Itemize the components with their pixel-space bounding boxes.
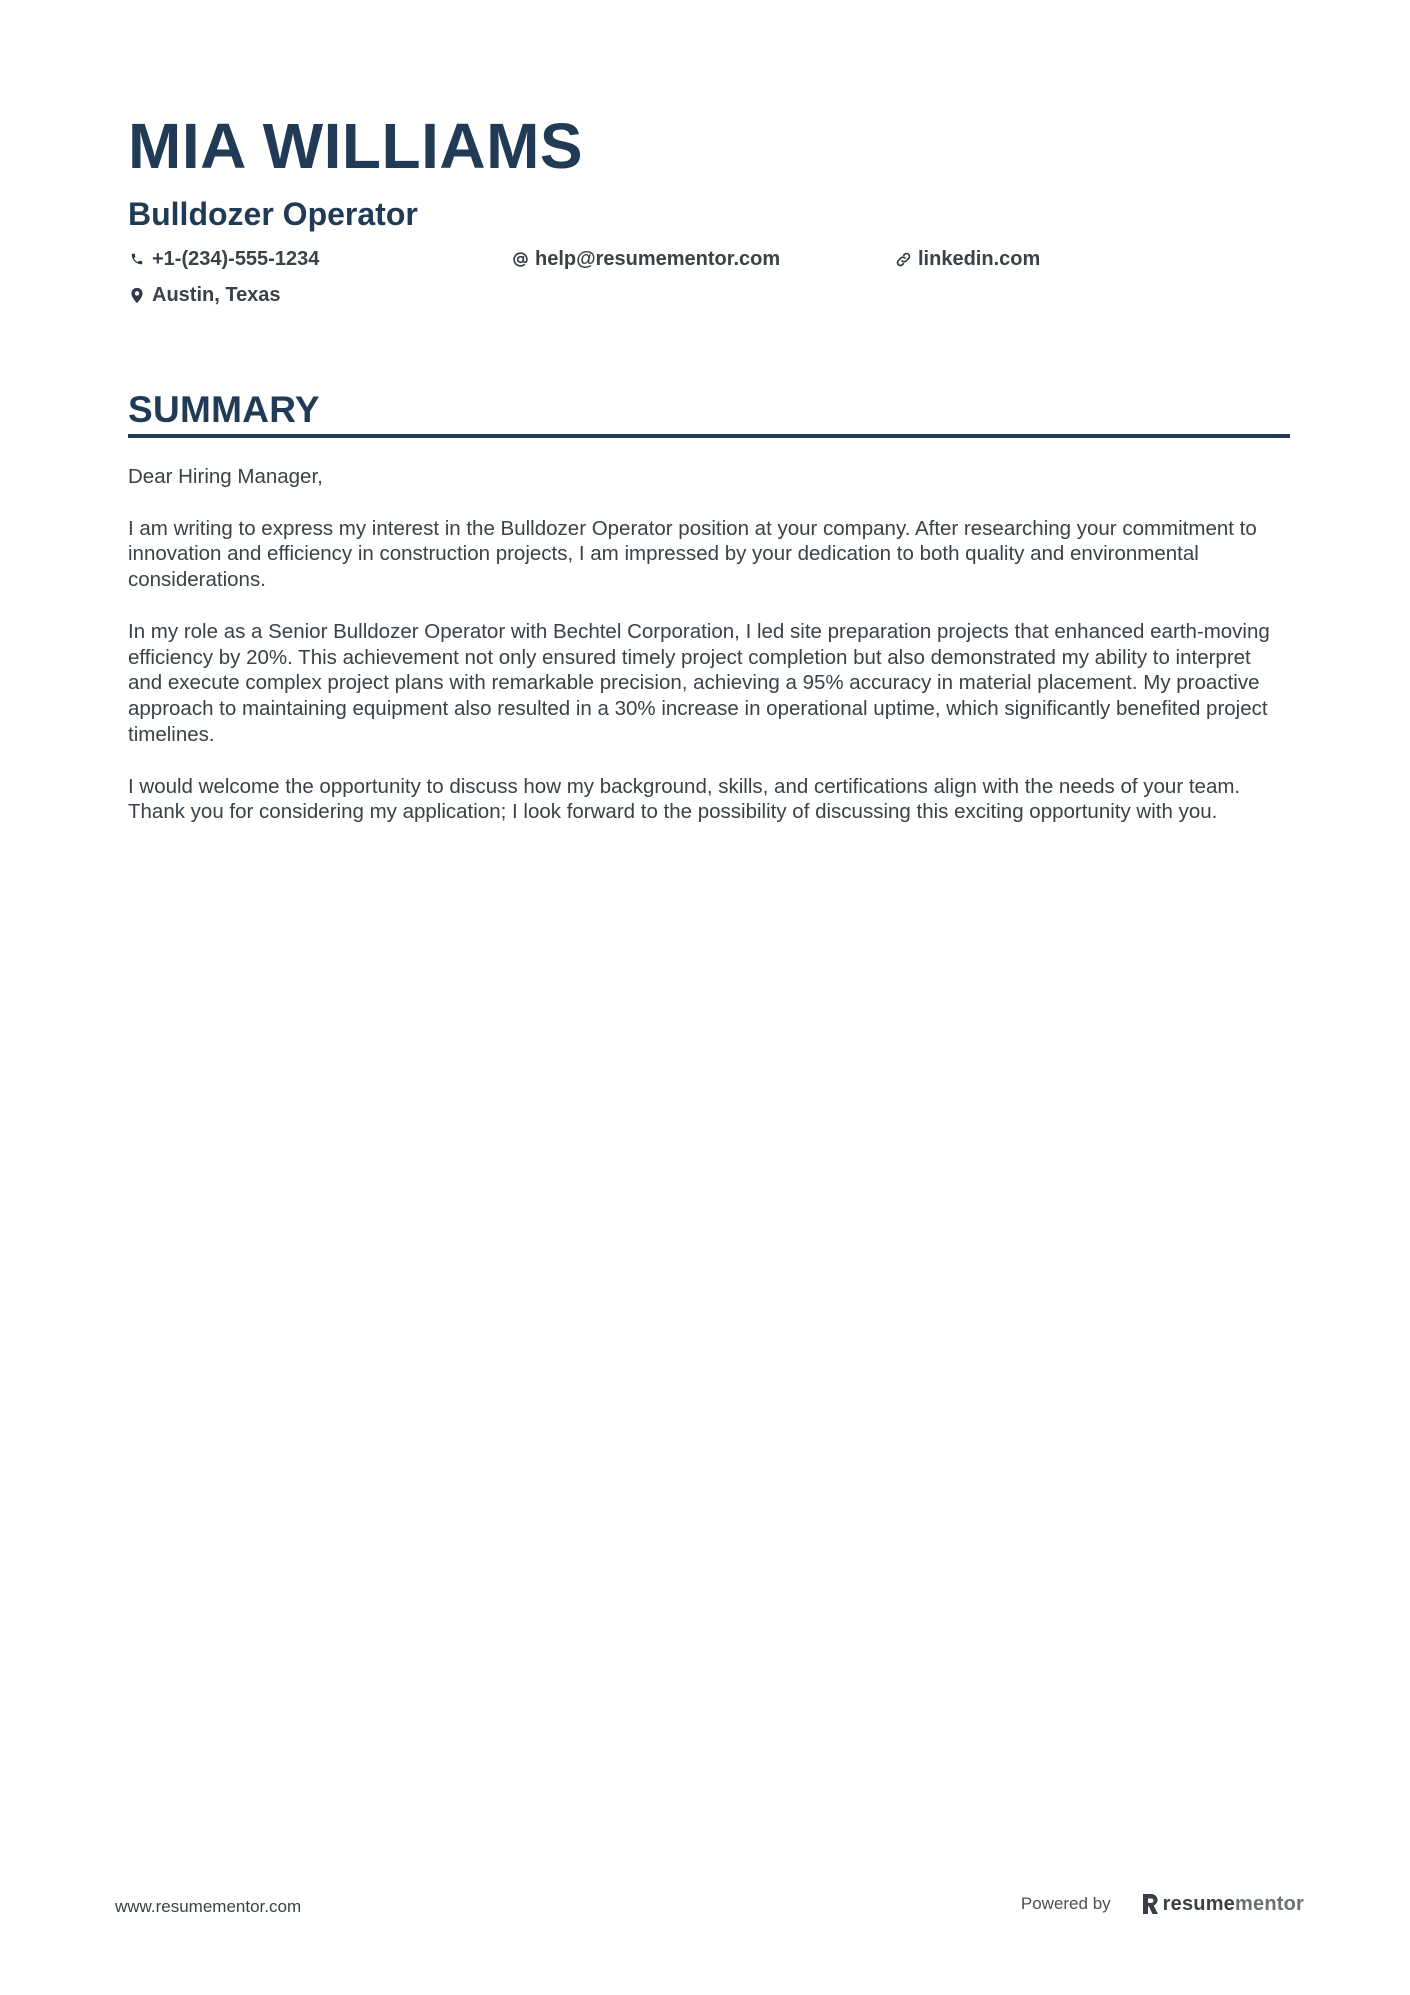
section-divider (128, 434, 1290, 438)
brand-name-part2: mentor (1235, 1893, 1304, 1915)
job-title: Bulldozer Operator (128, 196, 418, 232)
salutation: Dear Hiring Manager, (128, 465, 323, 488)
powered-by-label: Powered by (1020, 1894, 1111, 1913)
brand-name-part1: resume (1162, 1893, 1236, 1915)
map-pin-icon (128, 286, 146, 304)
footer-branding (1021, 1892, 1304, 1916)
candidate-name: MIA WILLIAMS (128, 110, 584, 182)
brand-name (1163, 1892, 1304, 1916)
location-value: Austin, Texas (152, 284, 281, 306)
footer-website[interactable]: www.resumementor.com (115, 1897, 302, 1916)
header (128, 108, 1290, 308)
email-value: help@resumementor.com (535, 248, 781, 270)
contact-phone (128, 246, 511, 272)
brand-logo[interactable] (1141, 1892, 1304, 1916)
section-title: SUMMARY (128, 389, 320, 430)
at-sign-icon (511, 250, 529, 268)
link-icon (894, 250, 912, 268)
phone-value: +1-(234)-555-1234 (152, 248, 320, 270)
contact-info (128, 246, 1290, 308)
letter-body (128, 464, 1290, 825)
contact-email (511, 246, 894, 272)
paragraph: I am writing to express my interest in the Bulldozer Operator position at your company. After researching your commitment to innovation and efficiency in construction projects, I am impressed by your dedication to both quality and environmental considerations. (128, 516, 1257, 592)
website-value: linkedin.com (918, 248, 1041, 270)
paragraph: I would welcome the opportunity to discuss how my background, skills, and certifications align with the needs of your team. Thank you for considering my application; I look forward to the possibility of discussing this exciting opportunity with you. (128, 774, 1241, 824)
contact-location (128, 282, 511, 308)
resumementor-logo-icon (1141, 1893, 1159, 1915)
contact-website (894, 246, 1277, 272)
paragraph: In my role as a Senior Bulldozer Operator with Bechtel Corporation, I led site preparation projects that enhanced earth-moving efficiency by 20%. This achievement not only ensured timely project completion but also demonstrated my ability to interpret and execute complex project plans with remarkable precision, achieving a 95% accuracy in material placement. My proactive approach to maintaining equipment also resulted in a 30% increase in operational uptime, which significantly benefited project timelines. (128, 619, 1270, 746)
summary-section (128, 388, 1290, 851)
phone-icon (128, 250, 146, 268)
